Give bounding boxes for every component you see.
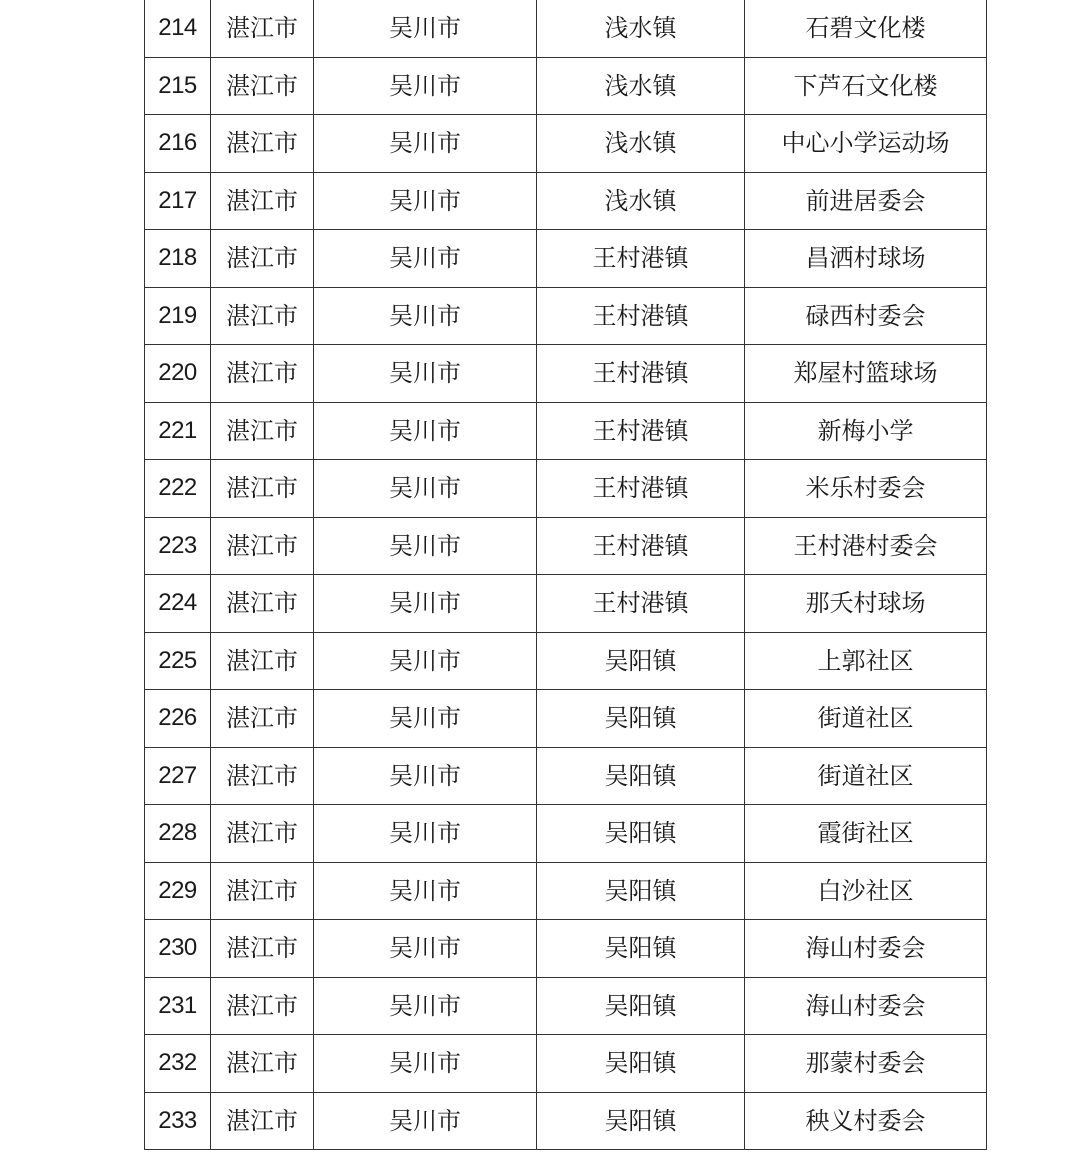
table-row xyxy=(145,345,987,403)
row-number-cell: 214 xyxy=(158,14,197,42)
site-cell: 前进居委会 xyxy=(745,172,987,230)
county-cell: 吴川市 xyxy=(314,57,537,115)
town-cell: 吴阳镇 xyxy=(537,1035,745,1093)
table-row xyxy=(145,632,987,690)
row-number-cell: 233 xyxy=(145,1092,211,1150)
row-number-cell: 227 xyxy=(145,747,211,805)
site-cell: 下芦石文化楼 xyxy=(745,57,987,115)
town-cell: 吴阳镇 xyxy=(537,977,745,1035)
county-cell: 吴川市 xyxy=(314,747,537,805)
document-sheet xyxy=(144,0,986,1150)
town-cell: 浅水镇 xyxy=(537,172,745,230)
town-cell: 王村港镇 xyxy=(537,402,745,460)
table-row xyxy=(145,690,987,748)
town-cell: 吴阳镇 xyxy=(537,747,745,805)
table-row xyxy=(145,575,987,633)
town-cell: 浅水镇 xyxy=(537,57,745,115)
town-cell: 吴阳镇 xyxy=(537,632,745,690)
table-body xyxy=(145,0,987,1150)
town-cell: 王村港镇 xyxy=(537,575,745,633)
row-number-cell: 217 xyxy=(145,172,211,230)
table-row xyxy=(145,115,987,173)
row-number-cell: 230 xyxy=(145,920,211,978)
site-cell: 中心小学运动场 xyxy=(745,115,987,173)
table-row xyxy=(145,287,987,345)
table-row xyxy=(145,57,987,115)
row-number-cell: 220 xyxy=(145,345,211,403)
row-number-cell: 218 xyxy=(145,230,211,288)
table-row xyxy=(145,1092,987,1150)
site-cell: 王村港村委会 xyxy=(745,517,987,575)
city-cell: 湛江市 xyxy=(211,115,314,173)
city-cell: 湛江市 xyxy=(211,862,314,920)
site-cell: 那蒙村委会 xyxy=(745,1035,987,1093)
county-cell: 吴川市 xyxy=(314,460,537,518)
site-cell: 那夭村球场 xyxy=(745,575,987,633)
city-cell: 湛江市 xyxy=(211,575,314,633)
town-cell: 浅水镇 xyxy=(537,115,745,173)
city-cell: 湛江市 xyxy=(211,402,314,460)
table-row xyxy=(145,517,987,575)
site-cell: 昌洒村球场 xyxy=(745,230,987,288)
county-cell: 吴川市 xyxy=(314,862,537,920)
site-cell: 街道社区 xyxy=(745,690,987,748)
town-cell: 吴阳镇 xyxy=(537,690,745,748)
row-number-cell: 229 xyxy=(145,862,211,920)
town-cell: 王村港镇 xyxy=(537,287,745,345)
city-cell: 湛江市 xyxy=(211,747,314,805)
site-cell: 郑屋村篮球场 xyxy=(745,345,987,403)
city-cell: 湛江市 xyxy=(211,805,314,863)
row-number-cell: 219 xyxy=(145,287,211,345)
row-number-cell: 226 xyxy=(145,690,211,748)
site-cell: 白沙社区 xyxy=(745,862,987,920)
site-cell: 碌西村委会 xyxy=(745,287,987,345)
row-number-cell: 231 xyxy=(145,977,211,1035)
city-cell: 湛江市 xyxy=(211,0,314,57)
county-cell: 吴川市 xyxy=(314,345,537,403)
table-row xyxy=(145,747,987,805)
city-cell: 湛江市 xyxy=(211,172,314,230)
site-cell: 海山村委会 xyxy=(745,977,987,1035)
city-cell: 湛江市 xyxy=(211,920,314,978)
table-row xyxy=(145,862,987,920)
city-cell: 湛江市 xyxy=(211,460,314,518)
table-row xyxy=(145,805,987,863)
city-cell: 湛江市 xyxy=(211,977,314,1035)
county-cell: 吴川市 xyxy=(314,230,537,288)
table-row xyxy=(145,172,987,230)
city-cell: 湛江市 xyxy=(211,345,314,403)
county-cell: 吴川市 xyxy=(314,575,537,633)
county-cell: 吴川市 xyxy=(314,0,537,57)
county-cell: 吴川市 xyxy=(314,920,537,978)
city-cell: 湛江市 xyxy=(211,230,314,288)
county-cell: 吴川市 xyxy=(314,690,537,748)
town-cell: 王村港镇 xyxy=(537,517,745,575)
table-row xyxy=(145,920,987,978)
row-number-cell: 215 xyxy=(145,57,211,115)
town-cell: 王村港镇 xyxy=(537,230,745,288)
site-cell: 米乐村委会 xyxy=(745,460,987,518)
site-cell: 霞街社区 xyxy=(745,805,987,863)
row-number-cell: 224 xyxy=(145,575,211,633)
city-cell: 湛江市 xyxy=(211,517,314,575)
site-cell: 街道社区 xyxy=(745,747,987,805)
table-row xyxy=(145,1035,987,1093)
county-cell: 吴川市 xyxy=(314,1092,537,1150)
city-cell: 湛江市 xyxy=(211,1035,314,1093)
town-cell: 浅水镇 xyxy=(537,0,745,57)
city-cell: 湛江市 xyxy=(211,287,314,345)
row-number-cell: 225 xyxy=(145,632,211,690)
county-cell: 吴川市 xyxy=(314,805,537,863)
site-list-table xyxy=(144,0,987,1150)
county-cell: 吴川市 xyxy=(314,1035,537,1093)
site-cell: 海山村委会 xyxy=(745,920,987,978)
town-cell: 吴阳镇 xyxy=(537,1092,745,1150)
town-cell: 吴阳镇 xyxy=(537,805,745,863)
table-row xyxy=(145,402,987,460)
row-number-cell: 232 xyxy=(145,1035,211,1093)
county-cell: 吴川市 xyxy=(314,632,537,690)
county-cell: 吴川市 xyxy=(314,977,537,1035)
site-cell: 秧义村委会 xyxy=(745,1092,987,1150)
table-row xyxy=(145,460,987,518)
row-number-cell: 216 xyxy=(145,115,211,173)
city-cell: 湛江市 xyxy=(211,1092,314,1150)
table-row xyxy=(145,230,987,288)
row-number-cell: 221 xyxy=(145,402,211,460)
table-row xyxy=(145,977,987,1035)
city-cell: 湛江市 xyxy=(211,57,314,115)
row-number-cell: 223 xyxy=(145,517,211,575)
county-cell: 吴川市 xyxy=(314,287,537,345)
table-row xyxy=(145,0,987,57)
site-cell: 上郭社区 xyxy=(745,632,987,690)
town-cell: 王村港镇 xyxy=(537,345,745,403)
town-cell: 王村港镇 xyxy=(537,460,745,518)
county-cell: 吴川市 xyxy=(314,402,537,460)
row-number-cell: 228 xyxy=(145,805,211,863)
county-cell: 吴川市 xyxy=(314,115,537,173)
county-cell: 吴川市 xyxy=(314,517,537,575)
town-cell: 吴阳镇 xyxy=(537,862,745,920)
site-cell: 新梅小学 xyxy=(745,402,987,460)
city-cell: 湛江市 xyxy=(211,690,314,748)
city-cell: 湛江市 xyxy=(211,632,314,690)
row-number-cell: 222 xyxy=(145,460,211,518)
town-cell: 吴阳镇 xyxy=(537,920,745,978)
site-cell: 石碧文化楼 xyxy=(745,0,987,57)
county-cell: 吴川市 xyxy=(314,172,537,230)
